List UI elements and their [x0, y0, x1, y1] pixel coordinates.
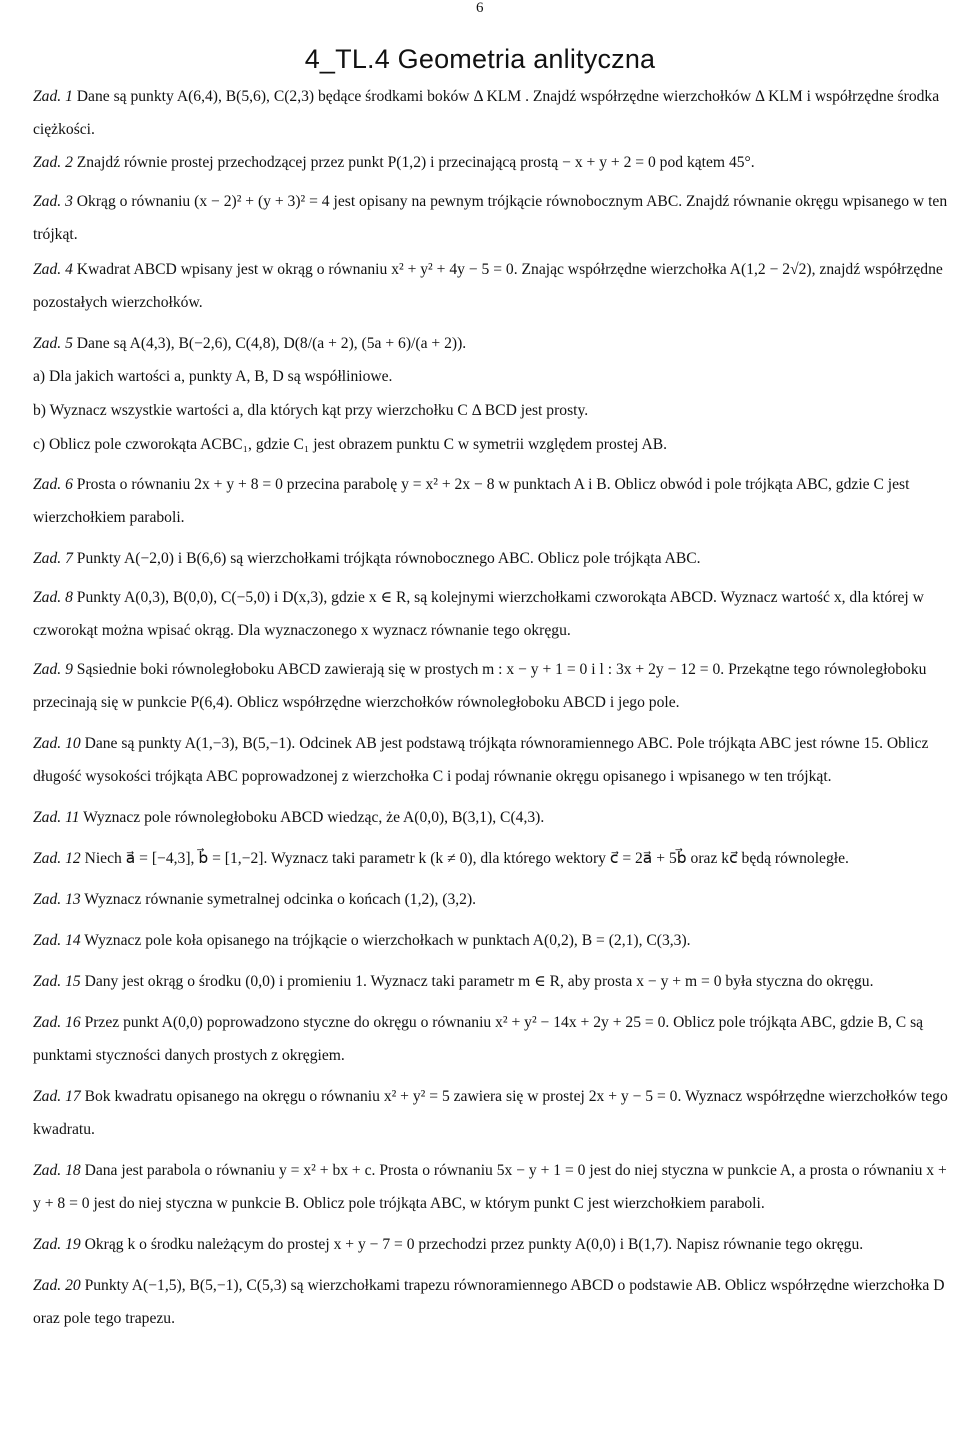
problem-item — [33, 80, 955, 146]
problem-label: Zad. 12 — [33, 850, 81, 867]
problem-label: Zad. 17 — [33, 1088, 81, 1105]
problem-label: Zad. 19 — [33, 1236, 81, 1253]
problem-item — [33, 1154, 955, 1220]
problem-text: Prosta o równaniu 2x + y + 8 = 0 przecina parabolę y = x² + 2x − 8 w punktach A i B. Oblicz obwód i pole trójkąta ABC, gdzie C jest wierzchołkiem paraboli. — [33, 476, 914, 526]
problem-item — [33, 883, 955, 916]
problem-item — [33, 842, 955, 875]
problem-label: Zad. 18 — [33, 1162, 81, 1179]
problem-text: Znajdź równie prostej przechodzącej przez punkt P(1,2) i przecinającą prostą − x + y + 2 = 0 pod kątem 45°. — [72, 154, 755, 171]
problem-text: Niech a⃗ = [−4,3], b⃗ = [1,−2]. Wyznacz taki parametr k (k ≠ 0), dla którego wektory c⃗ = 2a⃗ + 5b⃗ oraz kc⃗ będą równoległe. — [80, 850, 849, 867]
problem-list — [33, 80, 955, 1335]
problem-label: Zad. 9 — [33, 661, 73, 678]
problem-label: Zad. 16 — [33, 1014, 81, 1031]
problem-item — [33, 1269, 955, 1335]
problem-label: Zad. 6 — [33, 476, 73, 493]
problem-label: Zad. 11 — [33, 809, 80, 826]
problem-item — [33, 1006, 955, 1072]
problem-text: Sąsiednie boki równoległoboku ABCD zawierają się w prostych m : x − y + 1 = 0 i l : 3x + 2y − 12 = 0. Przekątne tego równoległoboku przecinają się w punkcie P(6,4). Oblicz współrzędne wierzchołków równoległoboku ABCD i jego pole. — [33, 661, 931, 711]
problem-item — [33, 327, 955, 360]
problem-label: Zad. 13 — [33, 891, 81, 908]
problem-text: Dane są A(4,3), B(−2,6), C(4,8), D(8/(a + 2), (5a + 6)/(a + 2)). — [72, 335, 467, 352]
problem-label: Zad. 8 — [33, 589, 73, 606]
problem-item — [33, 1080, 955, 1146]
problem-label: Zad. 15 — [33, 973, 81, 990]
problem-subitem: a) Dla jakich wartości a, punkty A, B, D są współliniowe. — [33, 368, 393, 385]
problem-item — [33, 727, 955, 793]
problem-text: Wyznacz równanie symetralnej odcinka o końcach (1,2), (3,2). — [80, 891, 477, 908]
problem-item — [33, 1228, 955, 1261]
problem-item — [33, 542, 955, 575]
problem-label: Zad. 20 — [33, 1277, 81, 1294]
problem-text: Bok kwadratu opisanego na okręgu o równaniu x² + y² = 5 zawiera się w prostej 2x + y − 5 = 0. Wyznacz współrzędne wierzchołków tego kwadratu. — [33, 1088, 952, 1138]
problem-text: Wyznacz pole równoległoboku ABCD wiedząc, że A(0,0), B(3,1), C(4,3). — [79, 809, 545, 826]
problem-label: Zad. 10 — [33, 735, 81, 752]
problem-text: Okrąg k o środku należącym do prostej x + y − 7 = 0 przechodzi przez punkty A(0,0) i B(1,7). Napisz równanie tego okręgu. — [80, 1236, 864, 1253]
problem-label: Zad. 2 — [33, 154, 73, 171]
problem-text: Dane są punkty A(1,−3), B(5,−1). Odcinek AB jest podstawą trójkąta równoramiennego ABC. Pole trójkąta ABC jest równe 15. Oblicz długość wysokości trójkąta ABC poprowadzonej z wierzchołka C i podaj równanie okręgu opisanego i wpisanego w ten trójkąt. — [33, 735, 933, 785]
problem-text: Dane są punkty A(6,4), B(5,6), C(2,3) będące środkami boków Δ KLM . Znajdź współrzędne wierzchołków Δ KLM i współrzędne środka ciężkości. — [33, 88, 944, 138]
problem-text: Okrąg o równaniu (x − 2)² + (y + 3)² = 4 jest opisany na pewnym trójkącie równobocznym ABC. Znajdź równanie okręgu wpisanego w ten trójkąt. — [33, 193, 952, 243]
problem-text: Wyznacz pole koła opisanego na trójkącie o wierzchołkach w punktach A(0,2), B = (2,1), C(3,3). — [80, 932, 691, 949]
problem-label: Zad. 14 — [33, 932, 81, 949]
problem-text: Kwadrat ABCD wpisany jest w okrąg o równaniu x² + y² + 4y − 5 = 0. Znając współrzędne wierzchołka A(1,2 − 2√2), znajdź współrzędne pozostałych wierzchołków. — [33, 261, 947, 311]
problem-item — [33, 468, 955, 534]
problem-label: Zad. 4 — [33, 261, 73, 278]
problem-item — [33, 185, 955, 251]
problem-label: Zad. 1 — [33, 88, 73, 105]
problem-item — [33, 146, 955, 179]
page-number: 6 — [476, 0, 484, 16]
problem-label: Zad. 5 — [33, 335, 73, 352]
problem-subitem: b) Wyznacz wszystkie wartości a, dla których kąt przy wierzchołku C Δ BCD jest prosty. — [33, 402, 589, 419]
problem-item — [33, 965, 955, 998]
problem-item — [33, 253, 955, 319]
problem-text: Punkty A(−1,5), B(5,−1), C(5,3) są wierzchołkami trapezu równoramiennego ABCD o podstawie AB. Oblicz współrzędne wierzchołka D oraz pole tego trapezu. — [33, 1277, 949, 1327]
problem-text: Dany jest okrąg o środku (0,0) i promieniu 1. Wyznacz taki parametr m ∈ R, aby prosta x − y + m = 0 była styczna do okręgu. — [80, 973, 874, 990]
problem-item — [33, 581, 955, 647]
problem-item — [33, 801, 955, 834]
problem-text: Dana jest parabola o równaniu y = x² + bx + c. Prosta o równaniu 5x − y + 1 = 0 jest do niej styczna w punkcie A, a prosta o równaniu x + y + 8 = 0 jest do niej styczna w punkcie B. Oblicz pole trójkąta ABC, w którym punkt C jest wierzchołkiem paraboli. — [33, 1162, 951, 1212]
problem-item — [33, 653, 955, 719]
page-title: 4_TL.4 Geometria anlityczna — [304, 44, 656, 74]
problem-text: Punkty A(−2,0) i B(6,6) są wierzchołkami trójkąta równobocznego ABC. Oblicz pole trójkąta ABC. — [72, 550, 701, 567]
problem-text: Przez punkt A(0,0) poprowadzono styczne do okręgu o równaniu x² + y² − 14x + 2y + 25 = 0. Oblicz pole trójkąta ABC, gdzie B, C są punktami styczności danych prostych z okręgiem. — [33, 1014, 927, 1064]
problem-label: Zad. 3 — [33, 193, 73, 210]
problem-subitem: c) Oblicz pole czworokąta ACBC₁, gdzie C₁ jest obrazem punktu C w symetrii względem prostej AB. — [33, 436, 668, 453]
problem-text: Punkty A(0,3), B(0,0), C(−5,0) i D(x,3), gdzie x ∈ R, są kolejnymi wierzchołkami czworokąta ABCD. Wyznacz wartość x, dla której w czworokąt można wpisać okrąg. Dla wyznaczonego x wyznacz równanie tego okręgu. — [33, 589, 928, 639]
problem-item — [33, 924, 955, 957]
problem-label: Zad. 7 — [33, 550, 73, 567]
